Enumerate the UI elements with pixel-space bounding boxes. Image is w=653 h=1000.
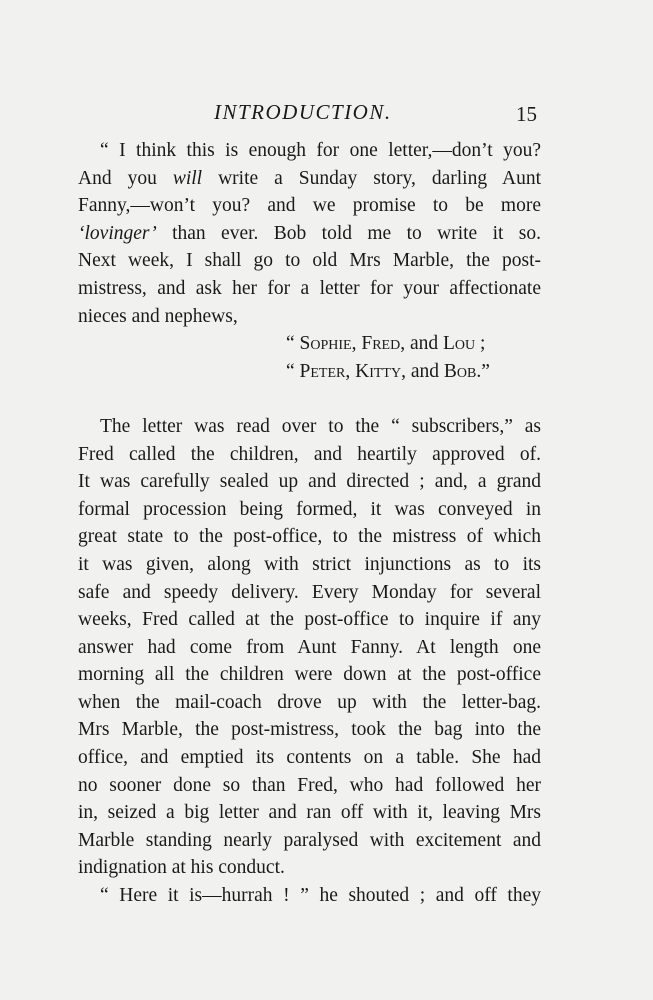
signature-name: Fred	[361, 333, 401, 355]
running-head	[0, 100, 653, 130]
signature-name: Peter	[299, 360, 346, 382]
text-line: safe and speedy delivery. Every Monday for several	[78, 581, 541, 603]
text-line: “ Here it is—hurrah ! ” he shouted ; and off they	[100, 885, 541, 907]
text-line: Next week, I shall go to old Mrs Marble, the post-	[78, 250, 541, 272]
text-span: write a Sunday story, darling Aunt	[218, 167, 542, 189]
signature-name: Sophie	[299, 333, 352, 355]
signature-line	[78, 358, 541, 386]
text-line: when the mail-coach drove up with the letter-bag.	[78, 691, 541, 713]
body-text	[78, 137, 541, 910]
text-span: , and	[400, 333, 443, 355]
signature-name: Kitty	[355, 360, 402, 382]
text-span: .”	[476, 360, 490, 382]
text-line: in, seized a big letter and ran off with it, leaving Mrs	[78, 802, 541, 824]
text-line: answer had come from Aunt Fanny. At length one	[78, 636, 541, 658]
text-line	[78, 165, 541, 193]
text-span: , and	[401, 360, 444, 382]
text-line: great state to the post-office, to the mistress of which	[78, 526, 541, 548]
text-span: And you	[78, 167, 157, 189]
text-line: It was carefully sealed up and directed ; and, a grand	[78, 471, 541, 493]
running-title: INTRODUCTION.	[214, 100, 392, 124]
text-line: Fred called the children, and heartily approved of.	[78, 443, 541, 465]
text-line: “ I think this is enough for one letter,—don’t you?	[100, 140, 541, 161]
text-line: indignation at his conduct.	[78, 857, 285, 879]
text-span: “	[286, 333, 300, 355]
text-line: office, and emptied its contents on a table. She had	[78, 747, 541, 769]
text-line: weeks, Fred called at the post-office to inquire if any	[78, 609, 541, 631]
text-line: Fanny,—won’t you? and we promise to be more	[78, 195, 541, 217]
italic-word: ‘lovinger’	[78, 222, 157, 244]
page-number: 15	[516, 102, 537, 126]
text-line: Marble standing nearly paralysed with excitement and	[78, 829, 541, 851]
italic-word: will	[172, 167, 203, 189]
paragraph-gap	[78, 385, 541, 413]
text-line: nieces and nephews,	[78, 305, 238, 327]
text-line: no sooner done so than Fred, who had followed her	[78, 774, 541, 796]
text-line: morning all the children were down at the post-office	[78, 664, 541, 686]
text-line: mistress, and ask her for a letter for your affectionate	[78, 277, 541, 299]
text-span: “	[286, 360, 300, 382]
text-span: ,	[345, 360, 356, 382]
signature-name: Bob	[443, 360, 477, 382]
signature-line	[78, 330, 541, 358]
text-line: formal procession being formed, it was conveyed in	[78, 498, 541, 520]
signature-name: Lou	[443, 333, 476, 355]
text-line	[78, 220, 541, 248]
text-span: ,	[351, 333, 362, 355]
text-span: ;	[475, 333, 486, 355]
text-line: Mrs Marble, the post-mistress, took the bag into the	[78, 719, 541, 741]
text-line: The letter was read over to the “ subscribers,” as	[100, 415, 541, 437]
text-line: it was given, along with strict injunctions as to its	[78, 553, 541, 575]
text-span: than ever. Bob told me to write it so.	[172, 222, 542, 244]
